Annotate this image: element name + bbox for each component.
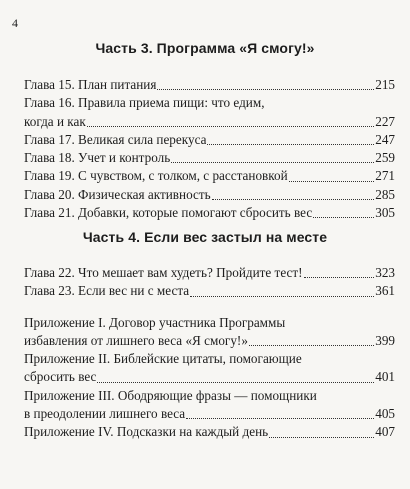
appendix-page: 407 [375, 424, 395, 440]
dot-leader [313, 217, 374, 218]
appendix-label: в преодолении лишнего веса [24, 406, 186, 422]
appendix-page: 405 [375, 406, 395, 422]
toc-entry [24, 282, 395, 300]
part-3-toc [24, 76, 395, 222]
toc-entry-label: Глава 23. Если вес ни с места [24, 283, 190, 299]
toc-entry-page: 323 [375, 265, 395, 280]
appendix-label-line1: Приложение I. Договор участника Программы [24, 314, 286, 330]
dot-leader [171, 162, 374, 163]
toc-entry-label: Глава 19. С чувством, с толком, с расстановкой [24, 168, 288, 184]
toc-entry-label: Глава 17. Великая сила перекуса [24, 131, 207, 147]
dot-leader [249, 345, 374, 346]
toc-entry-page: 259 [375, 150, 395, 166]
toc-entry [24, 186, 395, 204]
toc-entry-label-line1: Глава 16. Правила приема пищи: что едим, [24, 95, 265, 111]
toc-entry-label: когда и как [24, 113, 86, 129]
appendix-page: 401 [375, 369, 395, 385]
dot-leader [289, 181, 375, 182]
toc-entry-page: 285 [375, 186, 395, 202]
toc-entry-page: 215 [375, 77, 395, 92]
appendix-entry [24, 332, 395, 350]
toc-entry [24, 113, 395, 131]
part-4-title: Часть 4. Если вес застыл на месте [82, 229, 328, 245]
appendix-entry [24, 423, 395, 441]
toc-entry-page: 247 [375, 131, 395, 147]
toc-entry-page: 271 [375, 168, 395, 184]
dot-leader [157, 89, 374, 90]
dot-leader [87, 126, 374, 127]
part-4-toc [24, 264, 395, 442]
appendix-label: Приложение IV. Подсказки на каждый день [24, 424, 269, 440]
dot-leader [186, 418, 374, 419]
toc-entry-label: Глава 20. Физическая активность [24, 186, 211, 202]
toc-entry-page: 227 [375, 113, 395, 129]
toc-entry [24, 131, 395, 149]
dot-leader [304, 277, 375, 278]
appendix-label-line1: Приложение III. Ободряющие фразы — помощники [24, 387, 317, 403]
toc-entry-label: Глава 22. Что мешает вам худеть? Пройдите тест! [24, 265, 303, 280]
toc-entry-label: Глава 21. Добавки, которые помогают сбросить вес [24, 205, 313, 221]
dot-leader [212, 199, 375, 200]
appendix-label: сбросить вес [24, 369, 97, 385]
appendix-label: избавления от лишнего веса «Я смогу!» [24, 332, 248, 348]
appendix-label-line1: Приложение II. Библейские цитаты, помогающие [24, 351, 302, 367]
appendix-entry [24, 368, 395, 386]
toc-entry [24, 149, 395, 167]
toc-entry-page: 305 [375, 205, 395, 221]
toc-entry [24, 264, 395, 282]
toc-entry-label: Глава 15. План питания [24, 77, 157, 92]
part-3-title: Часть 3. Программа «Я смогу!» [95, 40, 315, 56]
toc-entry [24, 76, 395, 94]
toc-entry-label: Глава 18. Учет и контроль [24, 150, 171, 166]
toc-entry [24, 167, 395, 185]
dot-leader [207, 144, 374, 145]
dot-leader [190, 296, 374, 297]
toc-entry [24, 204, 395, 222]
dot-leader [269, 437, 374, 438]
dot-leader [97, 382, 374, 383]
page-number: 4 [12, 16, 18, 30]
appendix-page: 399 [375, 332, 395, 348]
appendix-entry [24, 405, 395, 423]
toc-entry-page: 361 [375, 283, 395, 299]
